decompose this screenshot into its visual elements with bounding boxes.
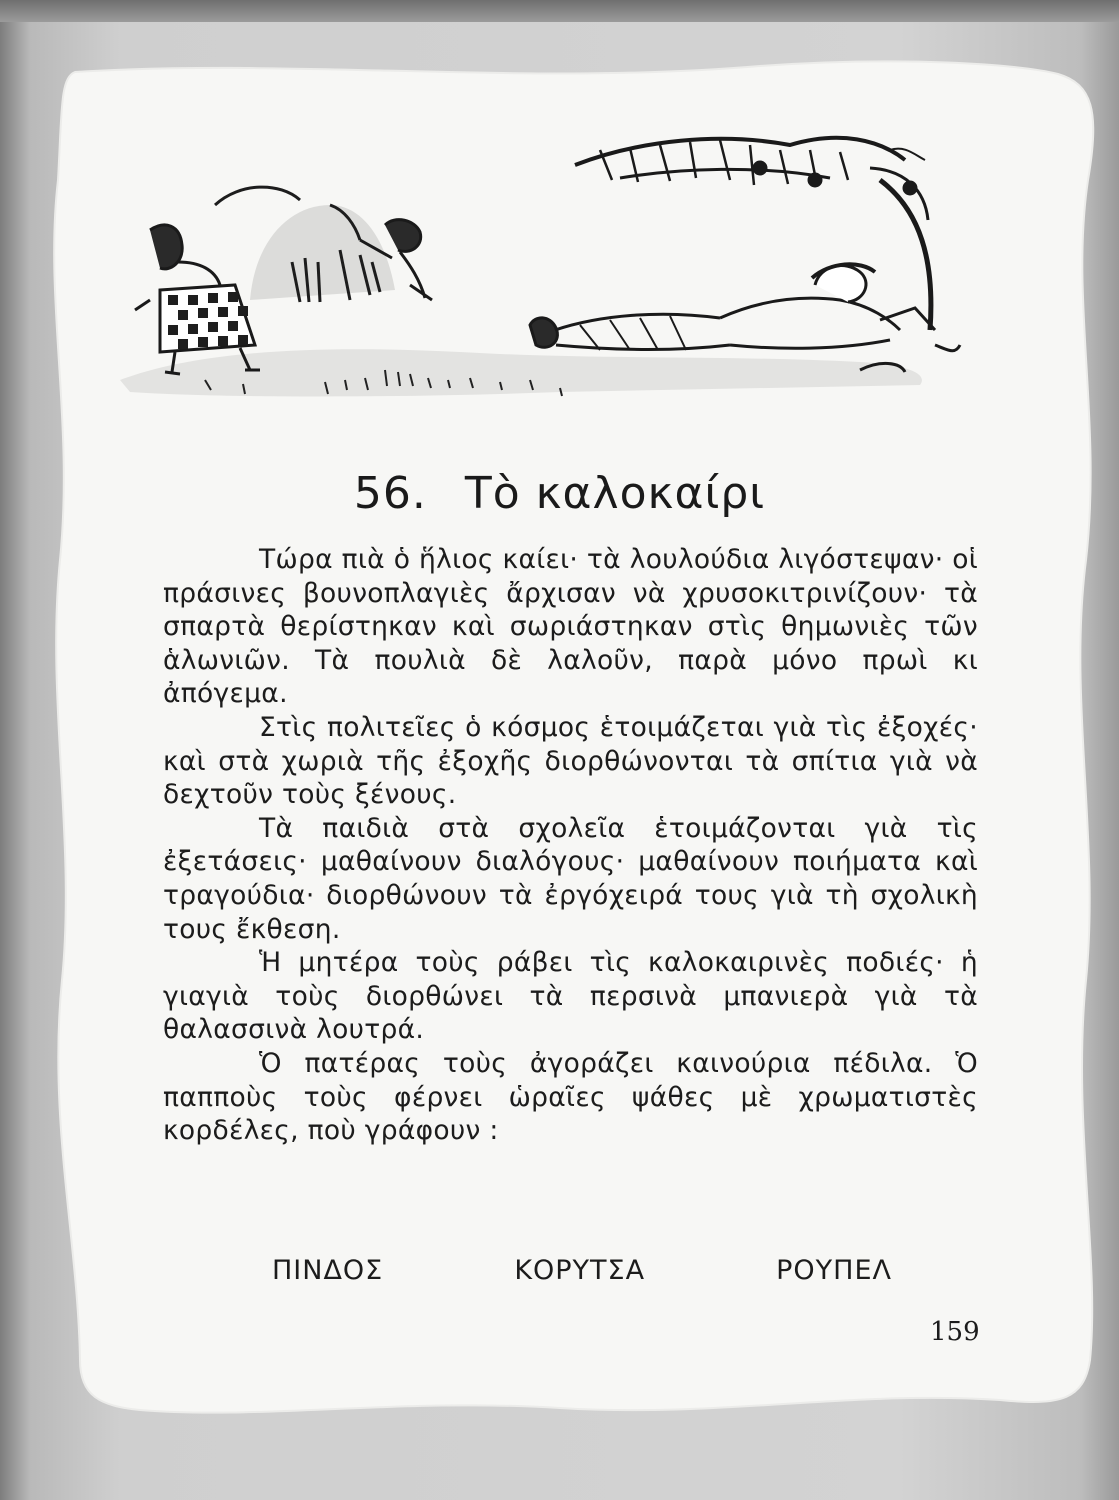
summer-illustration — [0, 0, 1119, 460]
tree — [575, 138, 931, 330]
resting-man-figure — [530, 264, 960, 372]
ground-shade — [120, 349, 922, 396]
lesson-title — [0, 468, 1119, 519]
city-korytsa: ΚΟΡΥΤΣΑ — [514, 1255, 646, 1286]
lesson-number: 56. — [353, 468, 427, 519]
paragraph-3: Τὰ παιδιὰ στὰ σχολεῖα ἑτοιμάζονται γιὰ τὶς ἐξετάσεις· μαθαίνουν διαλόγους· μαθαίνουν ποιήματα καὶ τραγούδια· διορθώνουν τὰ ἐργόχειρά τους γιὰ τὴ σχολικὴ τους ἔκθεση. — [163, 812, 978, 945]
paragraph-2: Στὶς πολιτεῖες ὁ κόσμος ἑτοιμάζεται γιὰ τὶς ἐξοχές· καὶ στὰ χωριὰ τῆς ἐξοχῆς διορθώνονται τὰ σπίτια γιὰ νὰ δεχτοῦν τοὺς ξένους. — [163, 711, 978, 811]
page-number: 159 — [930, 1317, 980, 1347]
paragraph-1: Τώρα πιὰ ὁ ἥλιος καίει· τὰ λουλούδια λιγόστεψαν· οἱ πράσινες βουνοπλαγιὲς ἄρχισαν νὰ χρυσοκιτρινίζουν· τὰ σπαρτὰ θερίστηκαν καὶ σωριάστηκαν στὶς θημωνιὲς τῶν ἁλωνιῶν. Τὰ πουλιὰ δὲ λαλοῦν, παρὰ μόνο πρωὶ κι ἀπόγεμα. — [163, 544, 978, 710]
city-names — [272, 1255, 892, 1286]
city-pindos: ΠΙΝΔΟΣ — [272, 1255, 384, 1286]
paragraph-4: Ἡ μητέρα τοὺς ράβει τὶς καλοκαιρινὲς ποδιές· ἡ γιαγιὰ τοὺς διορθώνει τὰ περσινὰ μπανιερὰ γιὰ τὰ θαλασσινὰ λουτρά. — [163, 947, 978, 1046]
lesson-title-text: Τὸ καλοκαίρι — [464, 468, 766, 519]
paragraph-5: Ὁ πατέρας τοὺς ἀγοράζει καινούρια πέδιλα. Ὁ παπποὺς τοὺς φέρνει ὡραῖες ψάθες μὲ χρωματιστὲς κορδέλες, ποὺ γράφουν : — [163, 1047, 978, 1147]
city-roupel: ΡΟΥΠΕΛ — [776, 1255, 892, 1286]
lesson-body — [163, 543, 978, 1148]
woman-figure — [135, 225, 260, 374]
